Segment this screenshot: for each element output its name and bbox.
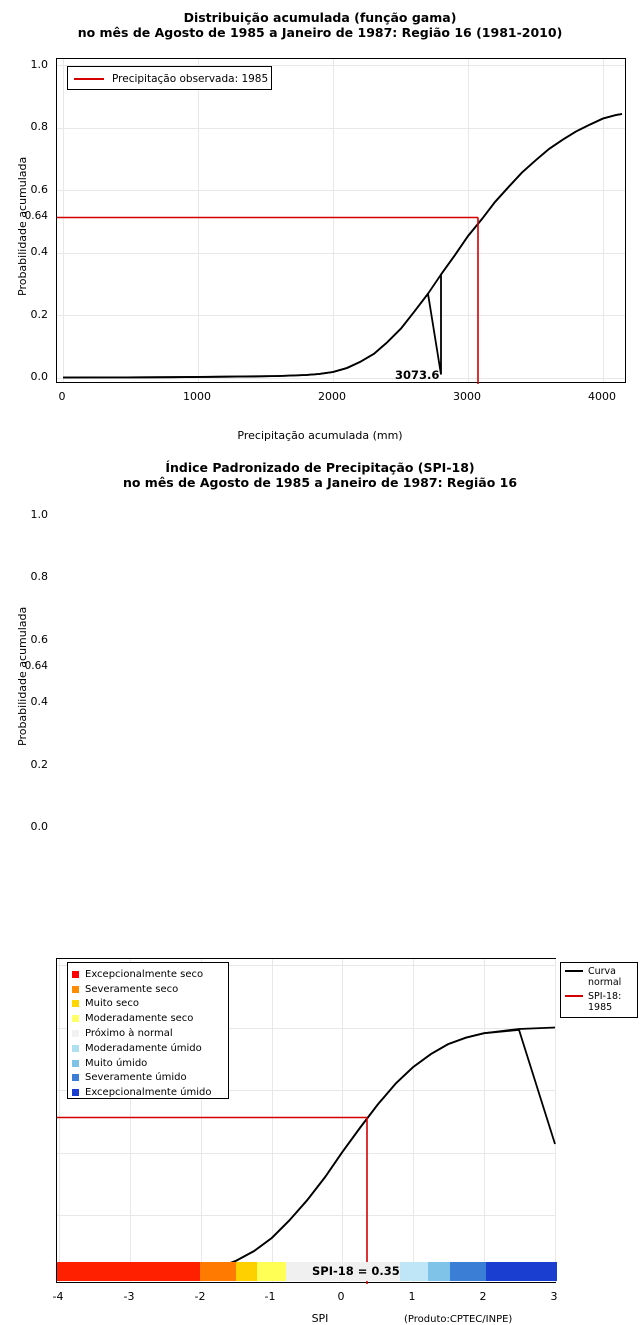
top-chart-panel [0, 0, 640, 450]
top-xtick-0: 0 [58, 390, 66, 403]
curve-legend-label-normal [588, 966, 621, 988]
legend-item [72, 1056, 228, 1071]
top-chart-title-line1: Distribuição acumulada (função gama) [183, 10, 457, 25]
top-precip-annotation: 3073.6 [395, 368, 440, 382]
bottom-xtick-7: 3 [550, 1290, 558, 1303]
bottom-ytick-3: 0.6 [30, 632, 48, 646]
class-color-swatch [72, 1030, 79, 1037]
class-label: Muito úmido [85, 1057, 148, 1069]
top-ytick-0: 0.0 [30, 370, 48, 383]
spi-colorbar [57, 1262, 557, 1281]
top-ytick-2: 0.4 [30, 245, 48, 258]
top-x-axis-label: Precipitação acumulada (mm) [237, 429, 403, 442]
top-ytick-3: 0.6 [30, 182, 48, 196]
class-label: Muito seco [85, 998, 139, 1010]
legend-item [72, 1041, 228, 1056]
top-chart-title [0, 0, 640, 40]
colorbar-segment-moderadamente-seco [257, 1262, 286, 1281]
top-curve-svg [57, 59, 627, 384]
top-highlight-y-label: 0.64 [24, 210, 48, 222]
class-color-swatch [72, 986, 79, 993]
class-label: Moderadamente seco [85, 1013, 194, 1025]
colorbar-segment-muito-seco [236, 1262, 257, 1281]
bottom-y-axis-label: Probabilidade acumulada [16, 606, 29, 746]
bottom-xtick-6: 2 [479, 1290, 487, 1303]
bottom-ytick-5: 1.0 [30, 507, 48, 521]
class-color-swatch [72, 1060, 79, 1067]
gamma-cdf-curve-main [63, 114, 622, 378]
bottom-highlight-y-label: 0.64 [24, 660, 48, 672]
legend-item [72, 1026, 228, 1041]
bottom-chart-title-line1: Índice Padronizado de Precipitação (SPI-18) [165, 460, 475, 475]
spi-value-annotation: SPI-18 = 0.35 [312, 1264, 400, 1278]
curve-legend [560, 962, 638, 1018]
bottom-ytick-2: 0.4 [30, 695, 48, 708]
bottom-ytick-1: 0.2 [30, 757, 48, 771]
bottom-xtick-1: -3 [123, 1290, 135, 1303]
top-ytick-4: 0.8 [30, 120, 48, 133]
produto-credit: (Produto:CPTEC/INPE) [404, 1314, 513, 1325]
top-y-axis-label: Probabilidade acumulada [16, 156, 29, 296]
colorbar-segment-severamente-umido [450, 1262, 486, 1281]
class-label: Excepcionalmente seco [85, 968, 204, 980]
class-color-swatch [72, 1000, 79, 1007]
gamma-cdf-curve [63, 114, 622, 378]
bottom-chart-panel [0, 450, 640, 1325]
bottom-x-axis-label: SPI [311, 1312, 329, 1325]
top-xtick-1: 1000 [183, 390, 211, 403]
class-color-swatch [72, 1089, 79, 1096]
curve-legend-label-line2: normal [588, 977, 622, 988]
top-chart-title-line2: no mês de Agosto de 1985 a Janeiro de 1987: Região 16 (1981-2010) [77, 25, 563, 40]
legend-item [72, 997, 228, 1012]
bottom-xtick-3: -1 [264, 1290, 276, 1303]
curve-legend-label-spi: SPI-18: 1985 [588, 991, 622, 1013]
colorbar-segment-excepcionalmente-seco [57, 1262, 200, 1281]
bottom-ytick-0: 0.0 [30, 820, 48, 833]
top-plot-area [56, 58, 626, 383]
legend-item [72, 1085, 228, 1100]
bottom-xtick-5: 1 [408, 1290, 416, 1303]
top-xtick-4: 4000 [588, 390, 616, 403]
legend-item [72, 982, 228, 997]
class-label: Próximo à normal [85, 1028, 173, 1040]
top-legend-row [68, 67, 271, 91]
class-color-swatch [72, 971, 79, 978]
bottom-xtick-0: -4 [52, 1290, 64, 1303]
curve-legend-label-line1: Curva [588, 966, 617, 977]
class-label: Moderadamente úmido [85, 1042, 202, 1054]
top-xtick-2: 2000 [318, 390, 346, 403]
class-color-swatch [72, 1015, 79, 1022]
top-ytick-5: 1.0 [30, 57, 48, 71]
bottom-chart-title-line2: no mês de Agosto de 1985 a Janeiro de 1987: Região 16 [122, 475, 518, 490]
colorbar-segment-excepcionalmente-umido [486, 1262, 557, 1281]
colorbar-segment-muito-umido [428, 1262, 449, 1281]
legend-item [72, 1071, 228, 1086]
colorbar-segment-severamente-seco [200, 1262, 236, 1281]
class-label: Excepcionalmente úmido [85, 1087, 212, 1099]
legend-item [72, 967, 228, 982]
bottom-ytick-4: 0.8 [30, 570, 48, 583]
bottom-xtick-2: -2 [194, 1290, 206, 1303]
spi-class-legend [67, 962, 229, 1099]
curve-legend-item [565, 991, 637, 1013]
top-legend-label: Precipitação observada: 1985 [112, 73, 269, 85]
bottom-chart-title [0, 450, 640, 490]
legend-line-swatch [74, 78, 104, 80]
class-color-swatch [72, 1045, 79, 1052]
class-label: Severamente seco [85, 983, 179, 995]
legend-line-swatch [565, 995, 583, 997]
colorbar-segment-moderadamente-umido [400, 1262, 429, 1281]
legend-line-swatch [565, 970, 583, 972]
top-xtick-3: 3000 [453, 390, 481, 403]
legend-item [72, 1011, 228, 1026]
bottom-xtick-4: 0 [337, 1290, 345, 1303]
class-color-swatch [72, 1074, 79, 1081]
top-ytick-1: 0.2 [30, 307, 48, 321]
curve-legend-item [565, 966, 637, 988]
class-label: Severamente úmido [85, 1072, 187, 1084]
top-legend [67, 66, 272, 90]
